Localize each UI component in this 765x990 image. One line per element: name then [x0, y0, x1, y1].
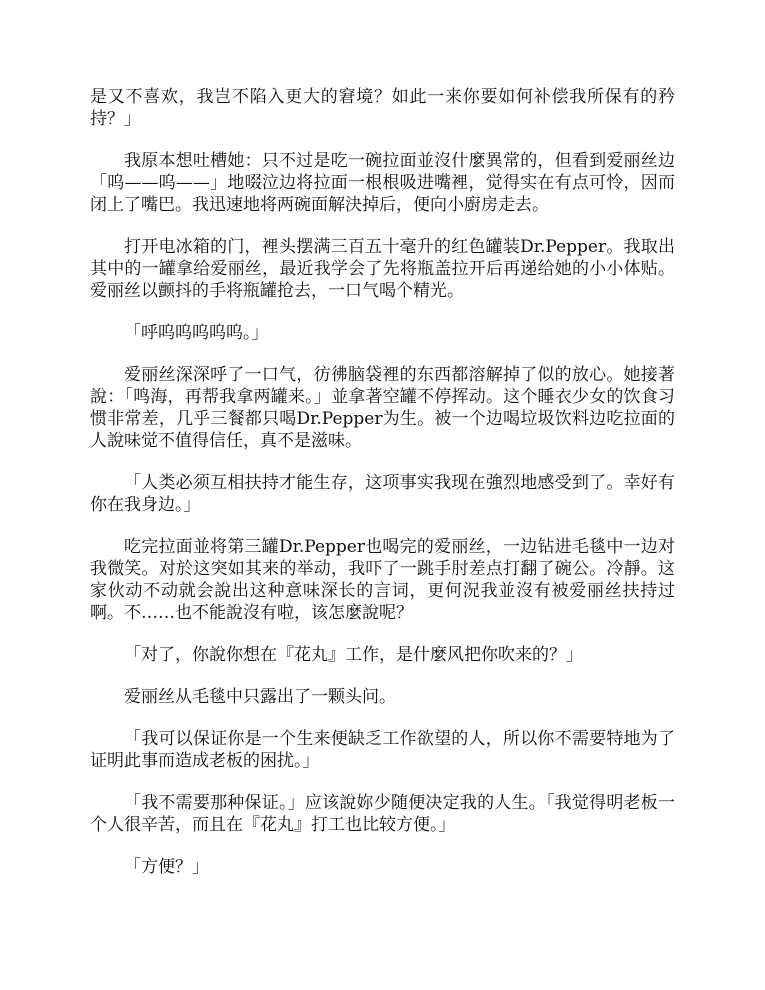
paragraph-2: 我原本想吐槽她：只不过是吃一碗拉面並沒什麼異常的，但看到爱丽丝边「呜——呜——」地啜泣边将拉面一根根吸进嘴裡，觉得实在有点可怜，因而闭上了嘴巴。我迅速地将两碗面解決掉后，便向小廚房走去。: [90, 151, 675, 215]
paragraph-3: 打开电冰箱的门，裡头摆满三百五十毫升的红色罐装Dr.Pepper。我取出其中的一罐拿给爱丽丝，最近我学会了先将瓶盖拉开后再递给她的小小体贴。爱丽丝以颤抖的手将瓶罐抢去，一口气喝个精光。: [90, 237, 675, 301]
paragraph-5: 爱丽丝深深呼了一口气，彷彿脑袋裡的东西都溶解掉了似的放心。她接著說：「鸣海，再帮我拿两罐来。」並拿著空罐不停挥动。这个睡衣少女的饮食习惯非常差，几乎三餐都只喝Dr.Pepper为生。被一个边喝垃圾饮料边吃拉面的人說味觉不值得信任，真不是滋味。: [90, 365, 675, 451]
paragraph-9: 爱丽丝从毛毯中只露出了一颗头问。: [124, 687, 396, 707]
paragraph-6: 「人类必须互相扶持才能生存，这项事实我现在強烈地感受到了。幸好有你在我身边。」: [90, 473, 675, 515]
paragraph-12: 「方便？」: [124, 857, 209, 877]
paragraph-1: 是又不喜欢，我岂不陷入更大的窘境？如此一来你要如何补偿我所保有的矜持？」: [90, 87, 675, 129]
paragraph-8: 「对了，你說你想在『花丸』工作，是什麼风把你吹来的？」: [124, 645, 583, 665]
paragraph-4: 「呼呜呜呜呜呜。」: [124, 323, 269, 343]
paragraph-11: 「我不需要那种保证。」应该說妳少随便决定我的人生。「我觉得明老板一个人很辛苦，而且在『花丸』打工也比较方便。」: [90, 793, 675, 835]
paragraph-10: 「我可以保证你是一个生来便缺乏工作欲望的人，所以你不需要特地为了证明此事而造成老板的困扰。」: [90, 729, 675, 771]
document-page: [90, 86, 675, 898]
paragraph-7: 吃完拉面並将第三罐Dr.Pepper也喝完的爱丽丝，一边钻进毛毯中一边对我微笑。对於这突如其来的举动，我吓了一跳手肘差点打翻了碗公。冷靜。这家伙动不动就会說出这种意味深长的言词，更何況我並沒有被爱丽丝扶持过啊。不……也不能說沒有啦，该怎麼說呢？: [90, 537, 675, 623]
